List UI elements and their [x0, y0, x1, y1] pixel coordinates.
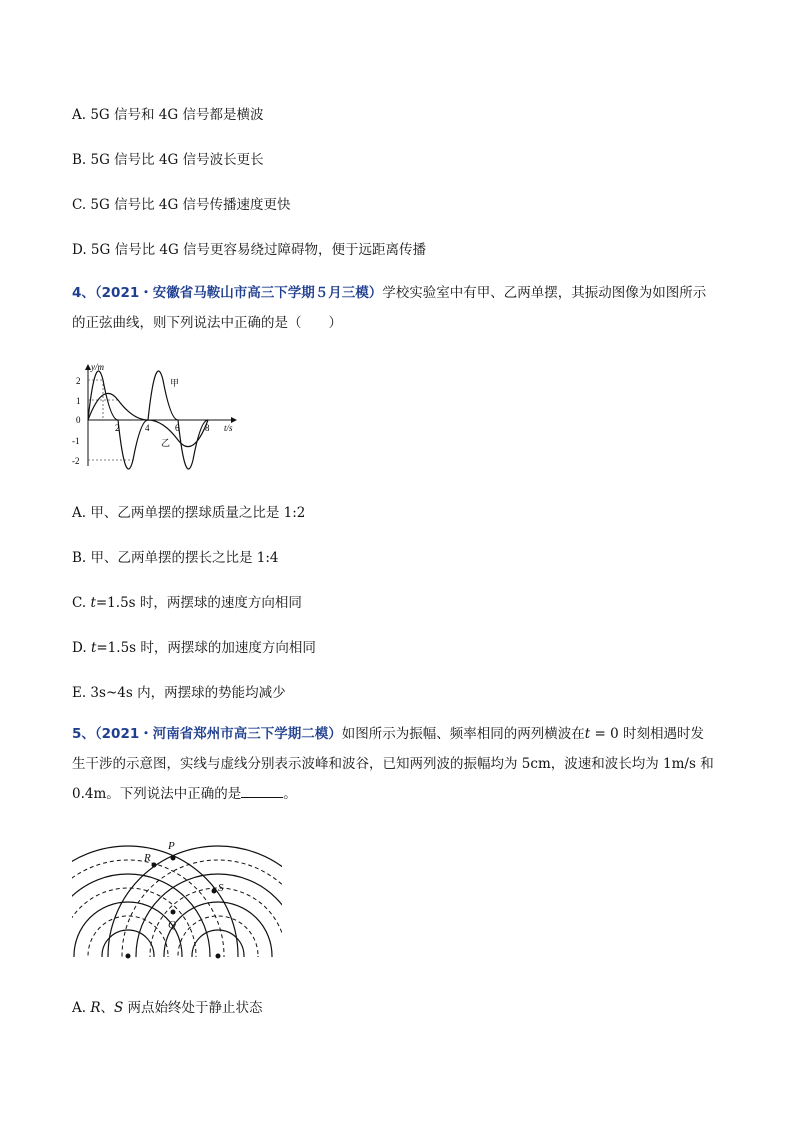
label-jia: 甲 [170, 378, 180, 388]
y-axis-label: y/m [91, 362, 104, 372]
q4-stem-line2: 的正弦曲线，则下列说法中正确的是（ ） [72, 315, 342, 331]
q5-option-a: A. R、S 两点始终处于静止状态 [72, 1000, 263, 1016]
q4-option-a: A. 甲、乙两单摆的摆球质量之比是 1:2 [72, 505, 306, 521]
q5-stem: 5、（2021・河南省郑州市高三下学期二模）如图所示为振幅、频率相同的两列横波在t = 0 时刻相遇时发 生干涉的示意图，实线与虚线分别表示波峰和波谷，已知两列波的振幅均为 5cm，波速和波长均为 1m/s 和 0.4m。下列说法中正确的是 。 [72, 726, 714, 802]
label-S: S [218, 882, 224, 894]
y-tick-0: 0 [76, 415, 81, 425]
q4-option-b: B. 甲、乙两单摆的摆长之比是 1:4 [72, 550, 279, 566]
x-tick-6: 6 [175, 423, 180, 433]
q5-source: （2021・河南省郑州市高三下学期二模） [94, 726, 342, 742]
y-tick-2: 2 [76, 376, 81, 386]
label-Q: Q [168, 919, 176, 931]
q4-stem-line1: 学校实验室中有甲、乙两单摆，其振动图像为如图所示 [382, 285, 707, 301]
wave-source-right [108, 846, 282, 961]
q5-number: 5、 [72, 726, 95, 742]
x-tick-4: 4 [145, 423, 150, 433]
y-tick-neg2: -2 [72, 456, 80, 466]
q4-stem [72, 278, 732, 338]
point-R [152, 863, 157, 868]
x-axis-label: t/s [224, 423, 233, 433]
label-P: P [168, 840, 175, 852]
q5-stem-line2: 生干涉的示意图，实线与虚线分别表示波峰和波谷，已知两列波的振幅均为 5cm，波速和波长均为 1m/s 和 [72, 756, 714, 772]
q4-vibration-graph [70, 360, 250, 470]
q4-source: （2021・安徽省马鞍山市高三下学期５月三模） [94, 285, 383, 301]
q3-option-d: D. 5G 信号比 4G 信号更容易绕过障碍物，便于远距离传播 [72, 242, 427, 258]
label-R: R [144, 852, 151, 864]
q3-option-a: A. 5G 信号和 4G 信号都是横波 [72, 107, 264, 123]
point-S [212, 889, 217, 894]
x-tick-2: 2 [115, 423, 120, 433]
label-yi: 乙 [161, 438, 171, 448]
point-Q [171, 910, 176, 915]
answer-blank[interactable] [241, 783, 283, 798]
point-P [171, 856, 176, 861]
q5-interference-diagram [72, 836, 282, 961]
y-tick-1: 1 [76, 396, 81, 406]
q4-option-d: D. t=1.5s 时，两摆球的加速度方向相同 [72, 640, 316, 656]
q4-option-e: E. 3s~4s 内，两摆球的势能均减少 [72, 685, 286, 701]
x-tick-8: 8 [205, 423, 210, 433]
y-tick-neg1: -1 [72, 436, 80, 446]
q4-option-c: C. t=1.5s 时，两摆球的速度方向相同 [72, 595, 302, 611]
q3-option-c: C. 5G 信号比 4G 信号传播速度更快 [72, 197, 291, 213]
q4-number: 4、 [72, 285, 95, 301]
q3-option-b: B. 5G 信号比 4G 信号波长更长 [72, 152, 264, 168]
